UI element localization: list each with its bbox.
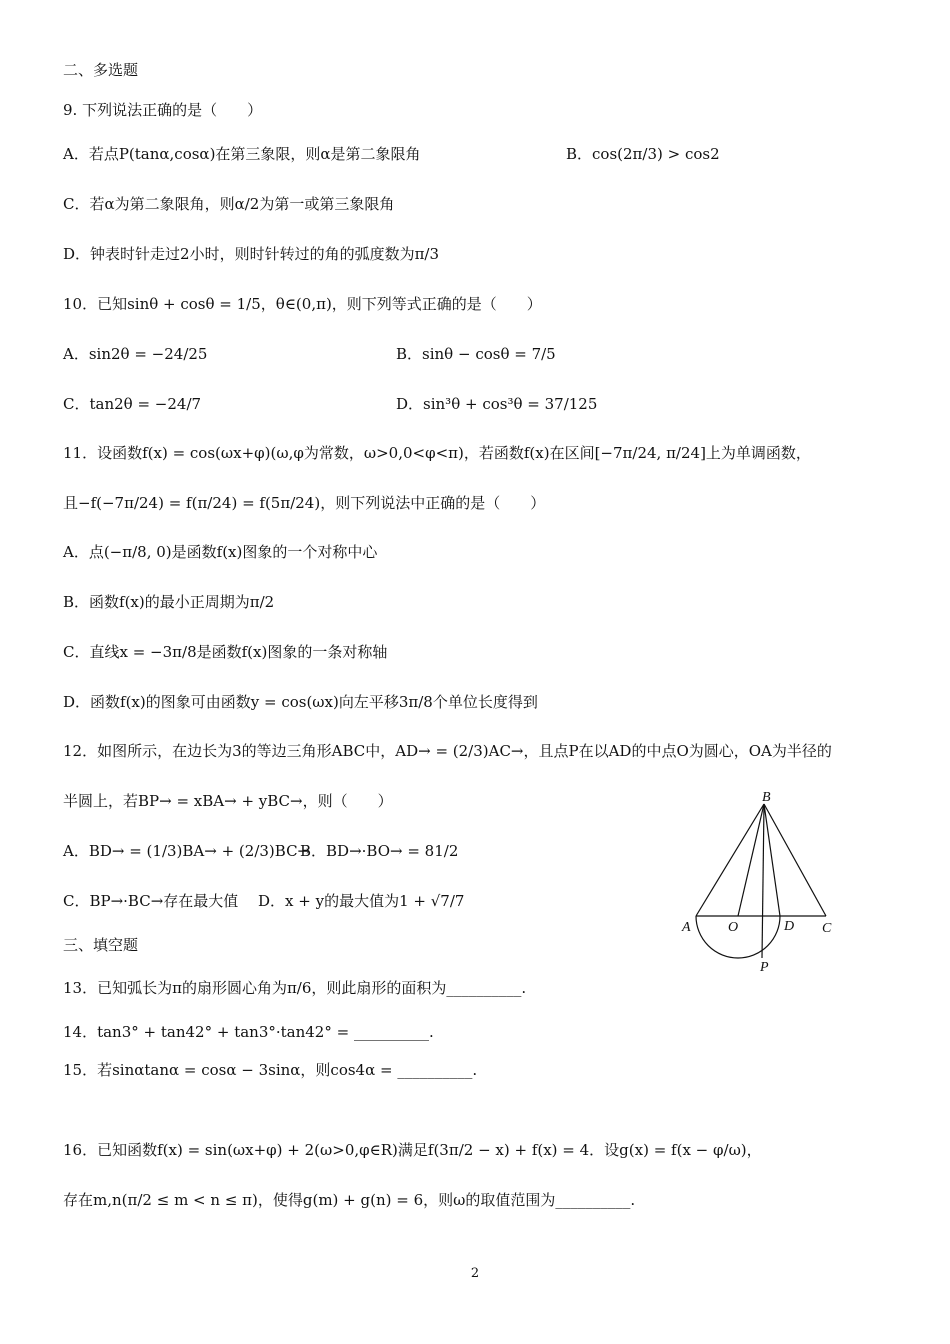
- question-12-stem-line2: 半圆上，若BP→ = xBA→ + yBC→，则（ ）: [63, 792, 393, 810]
- question-11-option-a: A．点(−π/8, 0)是函数f(x)图象的一个对称中心: [63, 543, 378, 561]
- label-p: P: [760, 960, 769, 975]
- section-title-fill-blank: 三、填空题: [63, 936, 139, 954]
- question-15: 15．若sinαtanα = cosα − 3sinα，则cos4α = __________.: [63, 1061, 478, 1079]
- question-13: 13．已知弧长为π的扇形圆心角为π/6，则此扇形的面积为__________.: [63, 979, 527, 997]
- question-11-stem-line1: 11．设函数f(x) = cos(ωx+φ)(ω,φ为常数，ω>0,0<φ<π)，若函数f(x)在区间[−7π/24, π/24]上为单调函数，: [63, 444, 811, 462]
- question-11-option-b: B．函数f(x)的最小正周期为π/2: [63, 593, 275, 611]
- triangle-semicircle-figure: [676, 786, 846, 976]
- question-9-option-c: C．若α为第二象限角，则α/2为第一或第三象限角: [63, 195, 395, 213]
- question-12-option-d: D．x + y的最大值为1 + √7/7: [258, 892, 465, 910]
- question-12-option-a: A．BD→ = (1/3)BA→ + (2/3)BC→: [63, 842, 311, 860]
- question-9-option-b: B．cos(2π/3) > cos2: [566, 145, 720, 163]
- label-o: O: [728, 920, 739, 935]
- question-9-option-a: A．若点P(tanα,cosα)在第三象限，则α是第二象限角: [63, 145, 421, 163]
- question-16-line2: 存在m,n(π/2 ≤ m < n ≤ π)，使得g(m) + g(n) = 6，则ω的取值范围为__________.: [63, 1191, 636, 1209]
- question-10-option-b: B．sinθ − cosθ = 7/5: [396, 345, 556, 363]
- question-16-line1: 16．已知函数f(x) = sin(ωx+φ) + 2(ω>0,φ∈R)满足f(3π/2 − x) + f(x) = 4．设g(x) = f(x − φ/ω)，: [63, 1141, 762, 1159]
- label-d: D: [784, 919, 795, 934]
- question-11-stem-line2: 且−f(−7π/24) = f(π/24) = f(5π/24)，则下列说法中正确的是（ ）: [63, 494, 546, 512]
- question-10-stem: 10．已知sinθ + cosθ = 1/5，θ∈(0,π)，则下列等式正确的是（ ）: [63, 295, 542, 313]
- section-title-multiple-choice: 二、多选题: [63, 61, 139, 79]
- question-12-option-c: C．BP→·BC→存在最大值: [63, 892, 239, 910]
- question-12-stem-line1: 12．如图所示，在边长为3的等边三角形ABC中，AD→ = (2/3)AC→，且点P在以AD的中点O为圆心，OA为半径的: [63, 742, 832, 760]
- question-9-stem: 9. 下列说法正确的是（ ）: [63, 101, 263, 119]
- label-b: B: [762, 790, 771, 805]
- label-c: C: [822, 921, 832, 936]
- question-14: 14．tan3° + tan42° + tan3°·tan42° = __________.: [63, 1023, 434, 1041]
- label-a: A: [682, 920, 691, 935]
- question-10-option-c: C．tan2θ = −24/7: [63, 395, 202, 413]
- question-10-option-a: A．sin2θ = −24/25: [63, 345, 208, 363]
- question-11-option-d: D．函数f(x)的图象可由函数y = cos(ωx)向左平移3π/8个单位长度得到: [63, 693, 538, 711]
- question-9-option-d: D．钟表时针走过2小时，则时针转过的角的弧度数为π/3: [63, 245, 440, 263]
- question-12-option-b: B．BD→·BO→ = 81/2: [300, 842, 459, 860]
- question-11-option-c: C．直线x = −3π/8是函数f(x)图象的一条对称轴: [63, 643, 388, 661]
- question-10-option-d: D．sin³θ + cos³θ = 37/125: [396, 395, 598, 413]
- page-number: 2: [470, 1266, 480, 1281]
